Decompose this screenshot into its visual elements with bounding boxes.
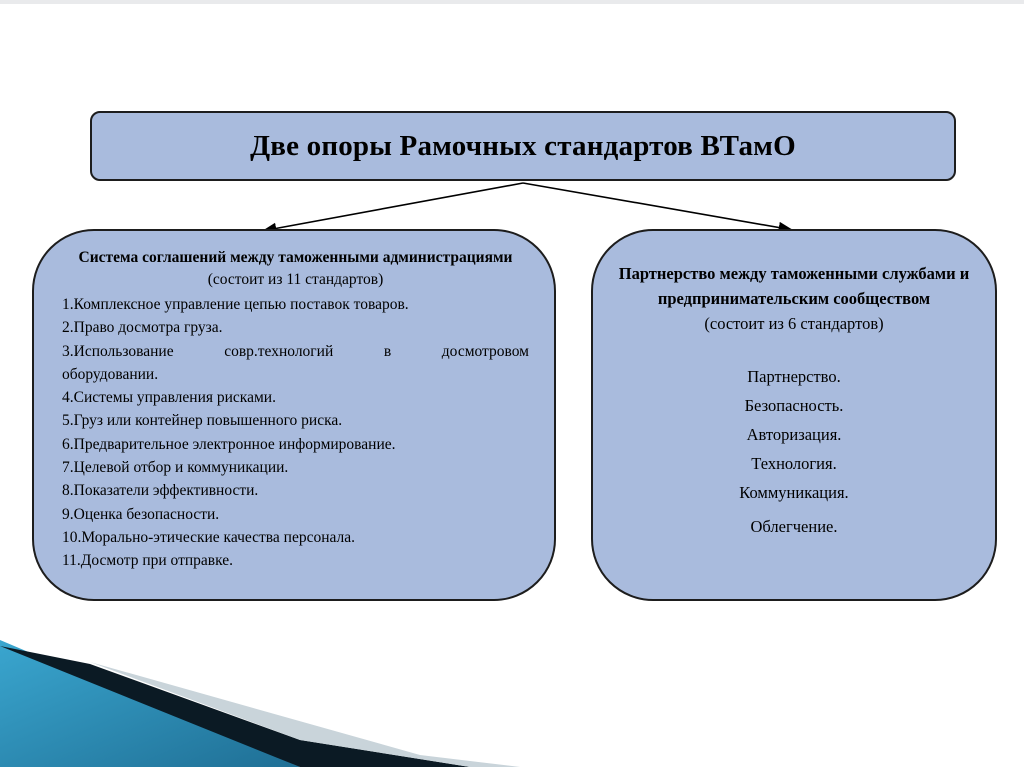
decorative-corner-swoosh [0,600,1024,767]
title-box [90,111,956,181]
list-item: 5.Груз или контейнер повышенного риска. [62,412,343,430]
right-pillar-subheading: (состоит из 6 стандартов) [704,314,884,333]
list-item: 7.Целевой отбор и коммуникации. [62,459,289,477]
list-item: 9.Оценка безопасности. [62,505,220,523]
list-item: 6.Предварительное электронное информирование. [62,435,396,453]
left-pillar-panel [32,229,556,601]
arrow-to-left-panel [262,183,523,231]
right-pillar-panel [591,229,997,601]
list-item: 3.Использование совр.технологий в досмотровом [62,342,529,360]
list-item: 8.Показатели эффективности. [62,482,259,500]
list-item: Коммуникация. [739,483,849,502]
list-item: 4.Системы управления рисками. [62,389,276,407]
list-item: Партнерство. [747,367,841,386]
diagram-title: Две опоры Рамочных стандартов ВТамО [250,129,796,162]
list-item: Технология. [751,454,837,473]
list-item: 2.Право досмотра груза. [62,319,223,337]
list-item: Облегчение. [750,517,838,536]
list-item: оборудовании. [62,365,159,383]
list-item: 1.Комплексное управление цепью поставок товаров. [62,296,409,313]
right-pillar-heading: Партнерство между таможенными службами и предпринимательским сообществом [618,264,970,308]
list-item: 10.Морально-этические качества персонала. [62,528,356,546]
right-standards-list [603,362,985,541]
list-item: Авторизация. [746,425,842,444]
left-pillar-subheading: (состоит из 11 стандартов) [207,271,384,288]
list-item: Безопасность. [744,396,844,415]
arrow-to-right-panel [523,183,793,230]
left-standards-list [62,293,529,573]
list-item: 11.Досмотр при отправке. [62,552,234,570]
left-pillar-heading: Система соглашений между таможенными администрациями [78,249,513,266]
